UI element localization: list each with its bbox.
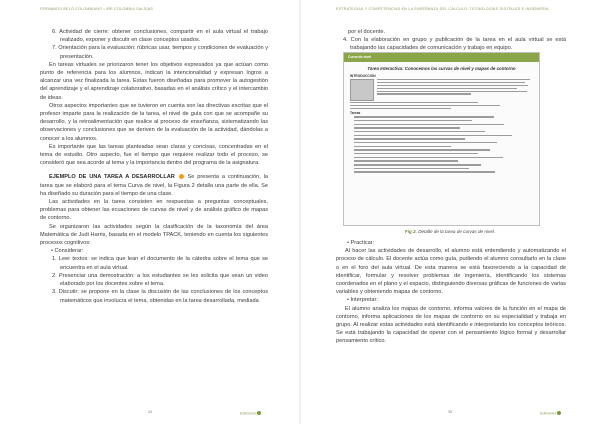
- list-item: 2. Presenciar una demostración: a los estudiantes se les solicita que vean un video elaborado por los docentes sobre el tema.: [52, 272, 268, 288]
- list-item: 7. Orientación para la evaluación: rúbricas usar, tiempos y condiciones de evaluación y presentación.: [52, 45, 268, 60]
- figure-task-screenshot: [343, 52, 540, 226]
- paragraph: En tareas virtuales se priorizaron tener los objetivos expresados ya que actúan como punto de referencia para los alumnos, indican la intencionalidad y expresan logros a alcanzar una vez finalizada la tarea. Estas fueron diseñadas para promover la autogestión del aprendizaje y el aprendizaje colaborativo, basadas en el análisis crítico y el intercambio de ideas.: [40, 61, 268, 101]
- list-item: 3. Discutir: se propone en la clase la discusión de las conclusiones de los conceptos matemáticos que involucra el tema, obtenidas en la tarea desarrollada, mediada: [52, 289, 268, 304]
- page-number: 34: [148, 410, 152, 414]
- paragraph: Al hacer las actividades de desarrollo, el alumno está entendiendo y automatizando el proceso de cálculo. El docente actúa como guía, pudiendo el alumno consultarlo en la clase o en el foro del aula virtual. De esta manera se está favoreciendo a la capacidad de identificar, formular y resolver problemas de ingeniería, identificando los sistemas coordenados en el plano y el espacio, distinguiendo diversas gráficas de funciones de varias variables y obteniendo mapas de contorno.: [336, 248, 566, 296]
- figure-task-list: [354, 116, 533, 173]
- figure-title: Tarea Interactiva: Conocemos las curvas de nivel y mapas de contorno: [367, 66, 516, 71]
- running-head: FERNANDO BELO COLOMBIANO • IRE COLOMBIA SALDÍAS: [40, 7, 154, 11]
- list-item: 1. Leer textos: se indica que lean el documento de la cátedra sobre el tema que se encuentra en el aula virtual.: [52, 256, 268, 271]
- brand-logo-icon: [257, 411, 261, 415]
- right-bottom-body: [336, 239, 566, 346]
- page-number: 35: [448, 410, 452, 414]
- orange-circle-icon: [179, 174, 184, 179]
- right-top-body: [336, 28, 566, 53]
- running-head: ESTRATEGIAS Y COMPETENCIAS EN LA ENSEÑANZA DEL CÁLCULO: TECNOLOGÍAS DIGITALES E INGENIERÍA: [336, 7, 549, 11]
- figure-thumbnail: [350, 79, 374, 101]
- paragraph: Es importante que las tareas planteadas sean claras y concisas, concentradas en el tema de estudio. Otro aspecto, fue el tiempo que requiere realizar todo el proceso, se consideró que sea acorde al tema y la importancia dentro del programa de la asignatura.: [40, 143, 268, 167]
- figure-caption: Fig 2. Detalle de la tarea de curvas de nivel.: [404, 229, 496, 234]
- right-page: [300, 0, 600, 424]
- figure-intro: [350, 79, 533, 101]
- paragraph: Otros aspectos importantes que se tuvieron en cuenta son las directivas escritas que el profesor imparte para la realización de la tarea, el nivel de guía con que se acompañe su desarrollo, y la retroalimentación que realice al proceso de enseñanza, sistematizando las observaciones y conclusiones que se deriven de la evaluación de la actividad, dándolas a conocer a los alumnos.: [40, 102, 268, 142]
- paragraph: Las actividades en la tarea consisten en respuestas a preguntas conceptuales, problemas para obtener las ecuaciones de curvas de nivel y de análisis gráfico de mapas de contorno.: [40, 199, 268, 222]
- paragraph: Se organizaron las actividades según la clasificación de la taxonomía del área Matemática de Judi Harris, basada en el modelo TPACK, teniendo en cuenta los siguientes procesos cognitivos:: [40, 223, 268, 247]
- figure-text-lines: [377, 79, 533, 101]
- bullet-item: • Interpretar:: [347, 297, 378, 304]
- paragraph: El alumno analiza los mapas de contorno, informa valores de la función en el mapa de contorno, informa aplicaciones de los mapas de contorno en su especialidad y trabaja en grupo. Al realizar estas actividades está identificando e interpretando los conceptos teóricos. Se está trabajando la capacidad de operar con el pensamiento lógico formal y desarrollar pensamiento crítico.: [336, 305, 566, 345]
- figure-text-block: [350, 102, 533, 109]
- figure-topbar: Curva de nivel: [344, 53, 539, 62]
- bullet-item: • Practicar:: [347, 240, 375, 246]
- list-item: 6. Actividad de cierre: obtener conclusiones, compartir en el aula virtual el trabajo realizado, exponer y discutir en clase conceptos usados.: [52, 29, 268, 44]
- left-body: [40, 28, 268, 305]
- bullet-item: • Considerar:: [51, 248, 84, 255]
- brand-logo-icon: [557, 411, 561, 415]
- list-item: 4. Con la elaboración en grupo y publicación de la tarea en el aula virtual se está trabajando las capacidades de comunicación y trabajo en equipo.: [343, 37, 566, 52]
- paragraph: EJEMPLO DE UNA TAREA A DESARROLLAR Se presenta a continuación, la tarea que se elaboró para el tema Curva de nivel, la Figura 2 detalla una parte de ella. Se ha diseñado su duración para el tiempo de una clase.: [40, 174, 268, 197]
- publisher-brand: Ediciones: [540, 411, 561, 416]
- section-heading: EJEMPLO DE UNA TAREA A DESARROLLAR: [49, 174, 175, 181]
- figure-tasks-heading: Tareas: [350, 111, 361, 116]
- figure-intro-heading: INTRODUCCIÓN: [350, 74, 376, 78]
- paragraph: por el docente.: [348, 29, 386, 35]
- publisher-brand: Ediciones: [240, 411, 261, 416]
